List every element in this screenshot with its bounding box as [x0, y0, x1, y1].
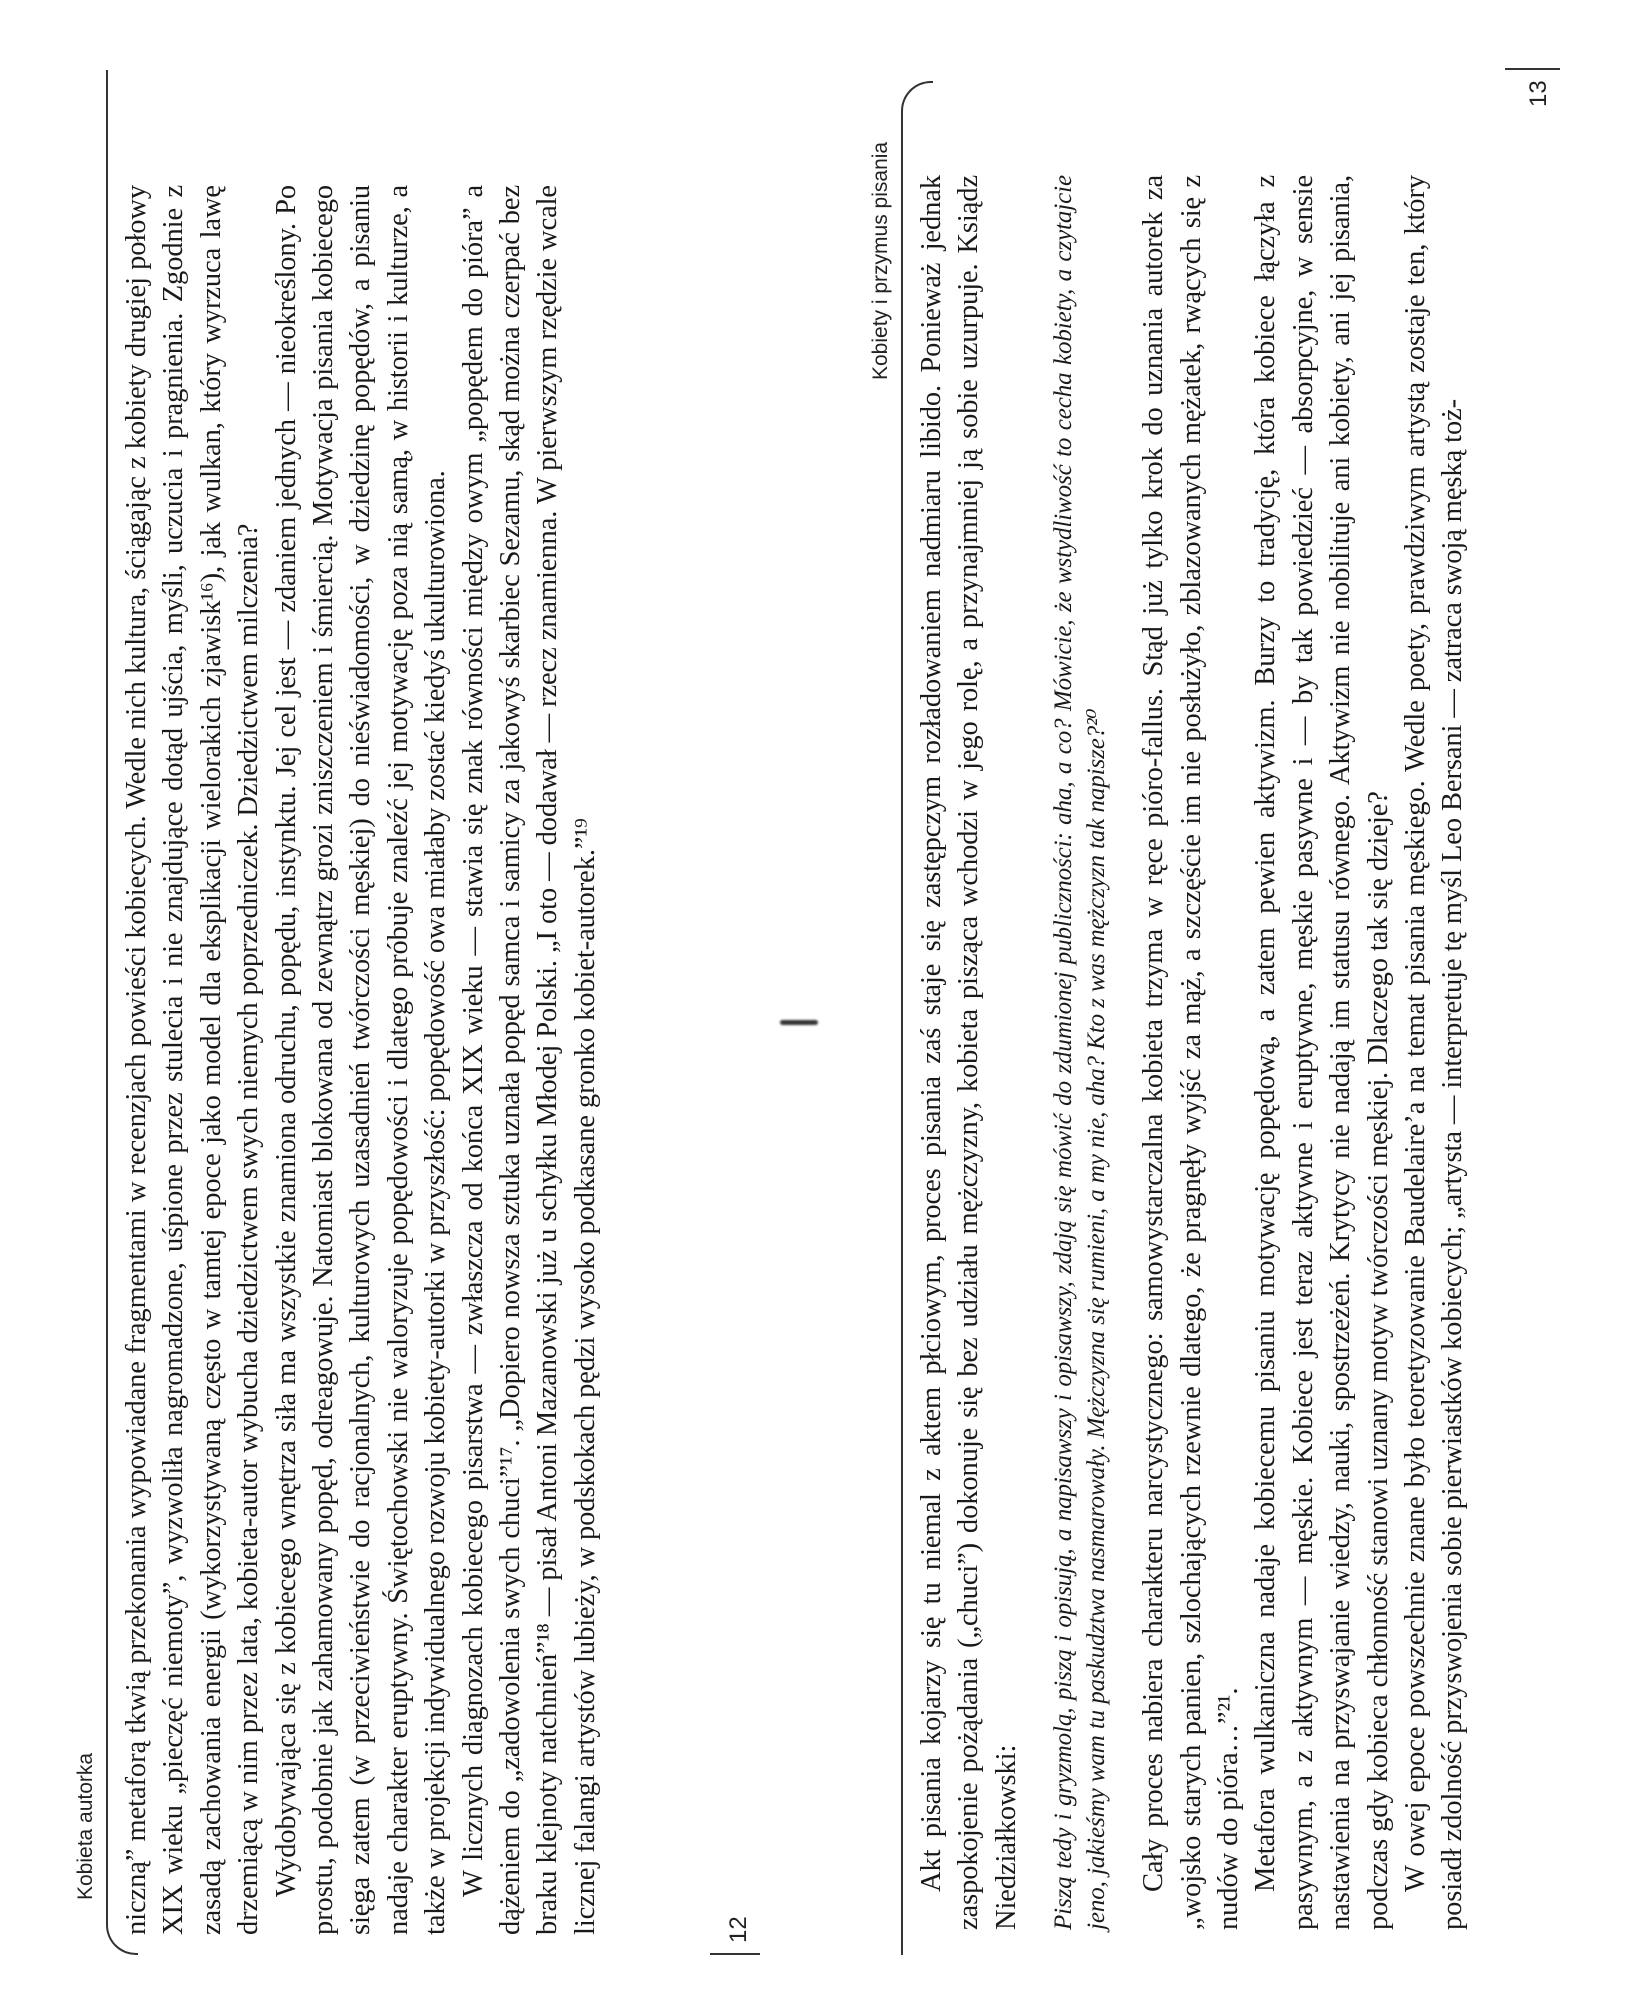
right-page — [865, 55, 1565, 1955]
paragraph: Akt pisania kojarzy się tu niemal z aktem płciowym, proces pisania zaś staje się zastępczym rozładowaniem nadmiaru libido. Ponieważ jednak zaspokojenie pożądania („chuci”) dokonuje się bez udziału mężczyzny, kobieta pisząca wchodzi w jego rolę, a przynajmniej ją sobie uzurpuje. Ksiądz Niedziałkowski: — [916, 175, 1022, 1930]
paragraph: W licznych diagnozach kobiecego pisarstwa — zwłaszcza od końca XIX wieku — stawia się znak równości między owym „popędem do pióra” a dążeniem do „zadowolenia swych chuci”¹⁷. „Dopiero nowsza sztuka uznała popęd samca i samicy za jakowyś skarbiec Sezamu, skąd można czerpać bez braku klejnoty natchnień”¹⁸ — pisał Antoni Mazanowski już u schyłku Młodej Polski. „I oto — dodawał — rzecz znamienna. W pierwszym rzędzie wcale licznej falangi artystów lubieży, w podskokach pędzi wysoko podkasane gronko kobiet-autorek.”¹⁹ — [457, 185, 601, 1935]
left-page — [70, 55, 760, 1955]
running-head-title: Kobieta autorka — [74, 1752, 97, 1900]
paragraph: Metafora wulkaniczna nadaje kobiecemu pisaniu motywację popędową, a zatem pewien aktywizm. Burzy to tradycję, która kobiece łączyła z pasywnym, a z aktywnym — męskie. Kobiece jest teraz aktywne i eruptywne, męskie pasywne i — by tak powiedzieć — absorpcyjne, w sensie nastawienia na przyswajanie wiedzy, nauki, spostrzeżeń. Krytycy nie nadają im statusu równego. Aktywizm nie nobilituje ani kobiety, ani jej pisania, podczas gdy kobieca chłonność stanowi uznany motyw twórczości męskiej. Dlaczego tak się dzieje? — [1250, 175, 1394, 1930]
paragraph: W owej epoce powszechnie znane było teoretyzowanie Baudelaire’a na temat pisania męskiego. Wedle poety, prawdziwym artystą zostaje ten, który posiadł zdolność przyswojenia sobie pierwiastków kobiecych; „artysta — interpretuje tę myśl Leo Bersani — zatraca swoją męską toż- — [1400, 175, 1469, 1930]
paragraph: Cały proces nabiera charakteru narcystycznego: samowystarczalna kobieta trzyma w ręce pióro-fallus. Stąd już tylko krok do uznania autorek za „wojsko starych panien, szlochających rzewnie dlatego, że pragnęły wyjść za mąż, a szczęście im nie posłużyło, zblazowanych mężatek, rwących się z nudów do pióra…”²¹. — [1138, 175, 1245, 1930]
right-body-text — [913, 175, 1472, 1930]
left-running-head — [70, 55, 106, 1955]
right-running-head — [865, 55, 901, 1955]
block-quote: Piszą tedy i gryzmolą, piszą i opisują, a napisawszy i opisawszy, zdają się mówić do zdumionej publiczności: aha, a co? Mówicie, że wstydliwość to cecha kobiety, a czytajcie jeno, jakieśmy wam tu paskudztwa nasmarowały. Mężczyzna się rumieni, a my nie, aha? Kto z was mężczyzn tak napisze?²⁰ — [1050, 175, 1111, 1930]
left-body-text — [118, 185, 604, 1935]
page-number-rule — [710, 1953, 760, 1955]
page-number: 12 — [725, 1916, 752, 1943]
head-rule — [106, 70, 108, 1925]
running-head-title: Kobiety i przymus pisania — [869, 141, 892, 380]
paragraph: niczną” metaforą tkwią przekonania wypowiadane fragmentami w recenzjach powieści kobiecych. Wedle nich kultura, ściągając z kobiety drugiej połowy XIX wieku „pieczęć niemoty”, wyzwoliła nagromadzone, uśpione przez stulecia i nie znajdujące dotąd ujścia, myśli, uczucia i pragnienia. Zgodnie z zasadą zachowania energii (wykorzystywaną często w tamtej epoce jako model dla eksplikacji wielorakich zjawisk¹⁶), jak wulkan, który wyrzuca lawę drzemiącą w nim przez lata, kobieta-autor wybucha dziedzictwem swych niemych poprzedniczek. Dziedzictwem milczenia? — [121, 185, 265, 1935]
head-rule — [901, 115, 903, 1955]
page-number-rule — [1505, 68, 1560, 70]
scan-smudge — [780, 1020, 818, 1025]
paragraph: Wydobywająca się z kobiecego wnętrza siła ma wszystkie znamiona odruchu, popędu, instynktu. Jej cel jest — zdaniem jednych — nieokreślony. Po prostu, podobnie jak zahamowany popęd, odreagowuje. Natomiast blokowana od zewnątrz grozi zniszczeniem i śmiercią. Motywacja pisania kobiecego sięga zatem (w przeciwieństwie do racjonalnych, kulturowych uzasadnień twórczości męskiej) do nieświadomości, w dziedzinę popędów, a pisaniu nadaje charakter eruptywny. Świętochowski nie waloryzuje popędowości i dlatego próbuje znaleźć jej motywację poza nią samą, w historii i kulturze, a także w projekcji indywidualnego rozwoju kobiety-autorki w przyszłość: popędowość owa miałaby zostać kiedyś ukulturowiona. — [270, 185, 452, 1935]
head-rule-curve — [901, 81, 933, 117]
page-number: 13 — [1525, 80, 1552, 107]
